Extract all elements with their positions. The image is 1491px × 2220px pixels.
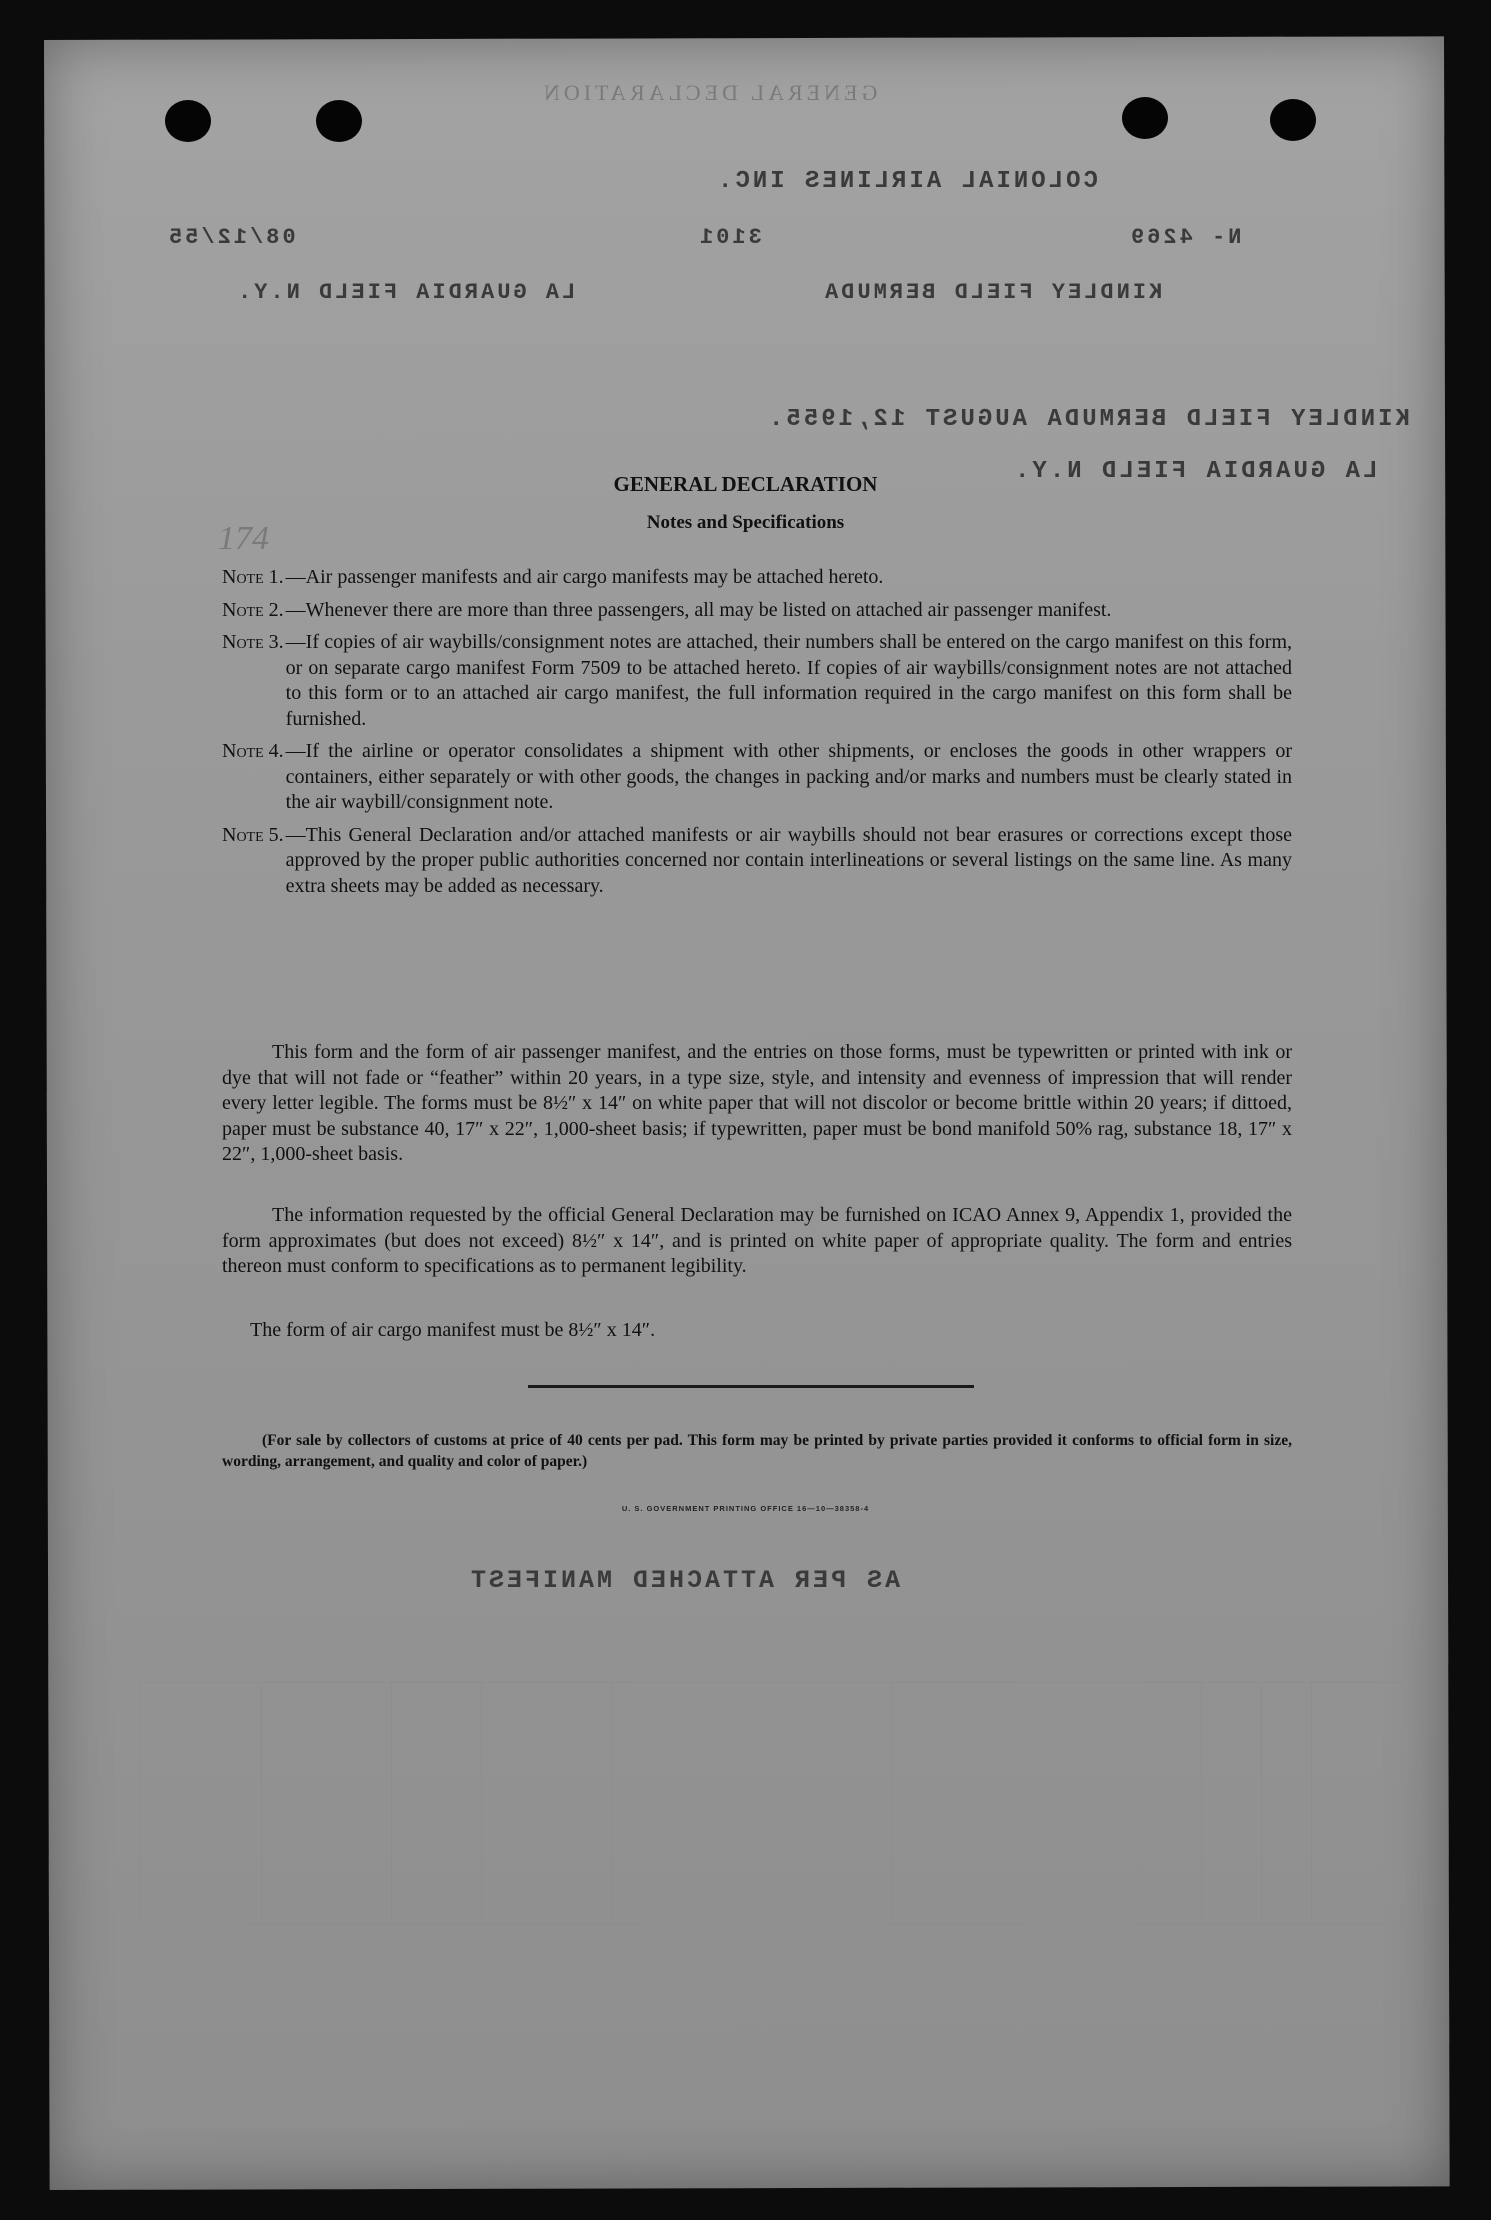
paragraph-icao: The information requested by the official General Declaration may be furnished on ICAO Annex 9, Appendix 1, provided the form approximates (but does not exceed) 8½″ x 14″, and is printed on white paper of appropriate quality. The form and entries thereon must conform to specifications as to permanent legibility.: [222, 1204, 1292, 1277]
punch-hole: [165, 100, 211, 142]
divider: [528, 1385, 974, 1388]
typed-itinerary-2: LA GUARDIA FIELD N.Y.: [1012, 458, 1378, 485]
ghost-form-line: GENERAL DECLARATION: [540, 80, 878, 105]
note-item: [222, 739, 1292, 816]
note-label: Note 4.: [222, 740, 284, 762]
note-text: —Whenever there are more than three passengers, all may be listed on attached air passenger manifest.: [285, 598, 1112, 621]
handwritten-mark: 174: [218, 520, 269, 557]
typed-nationality: N- 4269: [1128, 225, 1242, 250]
typed-itinerary-1: KINDLEY FIELD BERMUDA AUGUST 12,1955.: [766, 406, 1410, 433]
notes-list: [222, 565, 1292, 906]
typed-route: KINDLEY FIELD BERMUDA: [822, 280, 1163, 305]
sale-notice: (For sale by collectors of customs at price of 40 cents per pad. This form may be printed by private parties provided it conforms to official form in size, wording, arrangement, and quality and color of paper.): [222, 1432, 1292, 1470]
note-text: —This General Declaration and/or attached manifests or air waybills should not bear erasures or corrections except those approved by the proper public authorities concerned nor contain interlineations or several listings on the same line. As many extra sheets may be added as necessary.: [285, 823, 1292, 897]
typed-owner: COLONIAL AIRLINES INC.: [715, 168, 1098, 195]
paragraph-legibility: This form and the form of air passenger manifest, and the entries on those forms, must be typewritten or printed with ink or dye that will not fade or “feather” within 20 years, in a type size, style, and intensity and evenness of impression that will render every letter legible. The forms must be 8½″ x 14″ on white paper that will not discolor or become brittle within 20 years; if dittoed, paper must be substance 40, 17″ x 22″, 1,000-sheet basis; if typewritten, paper must be bond manifold 50% rag, substance 18, 17″ x 22″, 1,000-sheet basis.: [222, 1041, 1292, 1165]
note-item: [222, 630, 1292, 732]
note-label: Note 5.: [222, 823, 284, 846]
note-item: [222, 565, 1292, 591]
cargo-manifest-ghost-table: [140, 1682, 1422, 1924]
note-label: Note 2.: [222, 598, 284, 621]
note-item: [222, 598, 1292, 624]
punch-hole: [316, 100, 362, 142]
note-item: [222, 823, 1292, 900]
typed-flight: 3101: [697, 225, 762, 250]
typed-destination: LA GUARDIA FIELD N.Y.: [235, 280, 576, 305]
note-label: Note 3.: [222, 631, 284, 653]
note-label: Note 1.: [222, 566, 284, 588]
paragraph-cargo-size: The form of air cargo manifest must be 8½″ x 14″.: [250, 1319, 656, 1341]
typed-attached: AS PER ATTACHED MANIFEST: [468, 1566, 901, 1595]
punch-hole: [1270, 99, 1316, 141]
page-title: GENERAL DECLARATION: [613, 472, 878, 496]
note-text: —Air passenger manifests and air cargo manifests may be attached hereto.: [285, 566, 884, 588]
typed-date: 08/12/55: [166, 225, 296, 250]
punch-hole: [1122, 97, 1168, 139]
note-text: —If the airline or operator consolidates a shipment with other shipments, or encloses the goods in other wrappers or containers, either separately or with other goods, the changes in packing and/or marks and numbers must be clearly stated in the air waybill/consignment note.: [285, 740, 1292, 813]
page-subtitle: Notes and Specifications: [646, 512, 845, 533]
note-text: —If copies of air waybills/consignment notes are attached, their numbers shall be entered on the cargo manifest on this form, or on separate cargo manifest Form 7509 to be attached hereto. If copies of air waybills/consignment notes are not attached to this form or to an attached air cargo manifest, the full information required in the cargo manifest on this form shall be furnished.: [285, 631, 1292, 730]
printing-office-line: U. S. GOVERNMENT PRINTING OFFICE 16—10—38358-4: [621, 1504, 870, 1513]
